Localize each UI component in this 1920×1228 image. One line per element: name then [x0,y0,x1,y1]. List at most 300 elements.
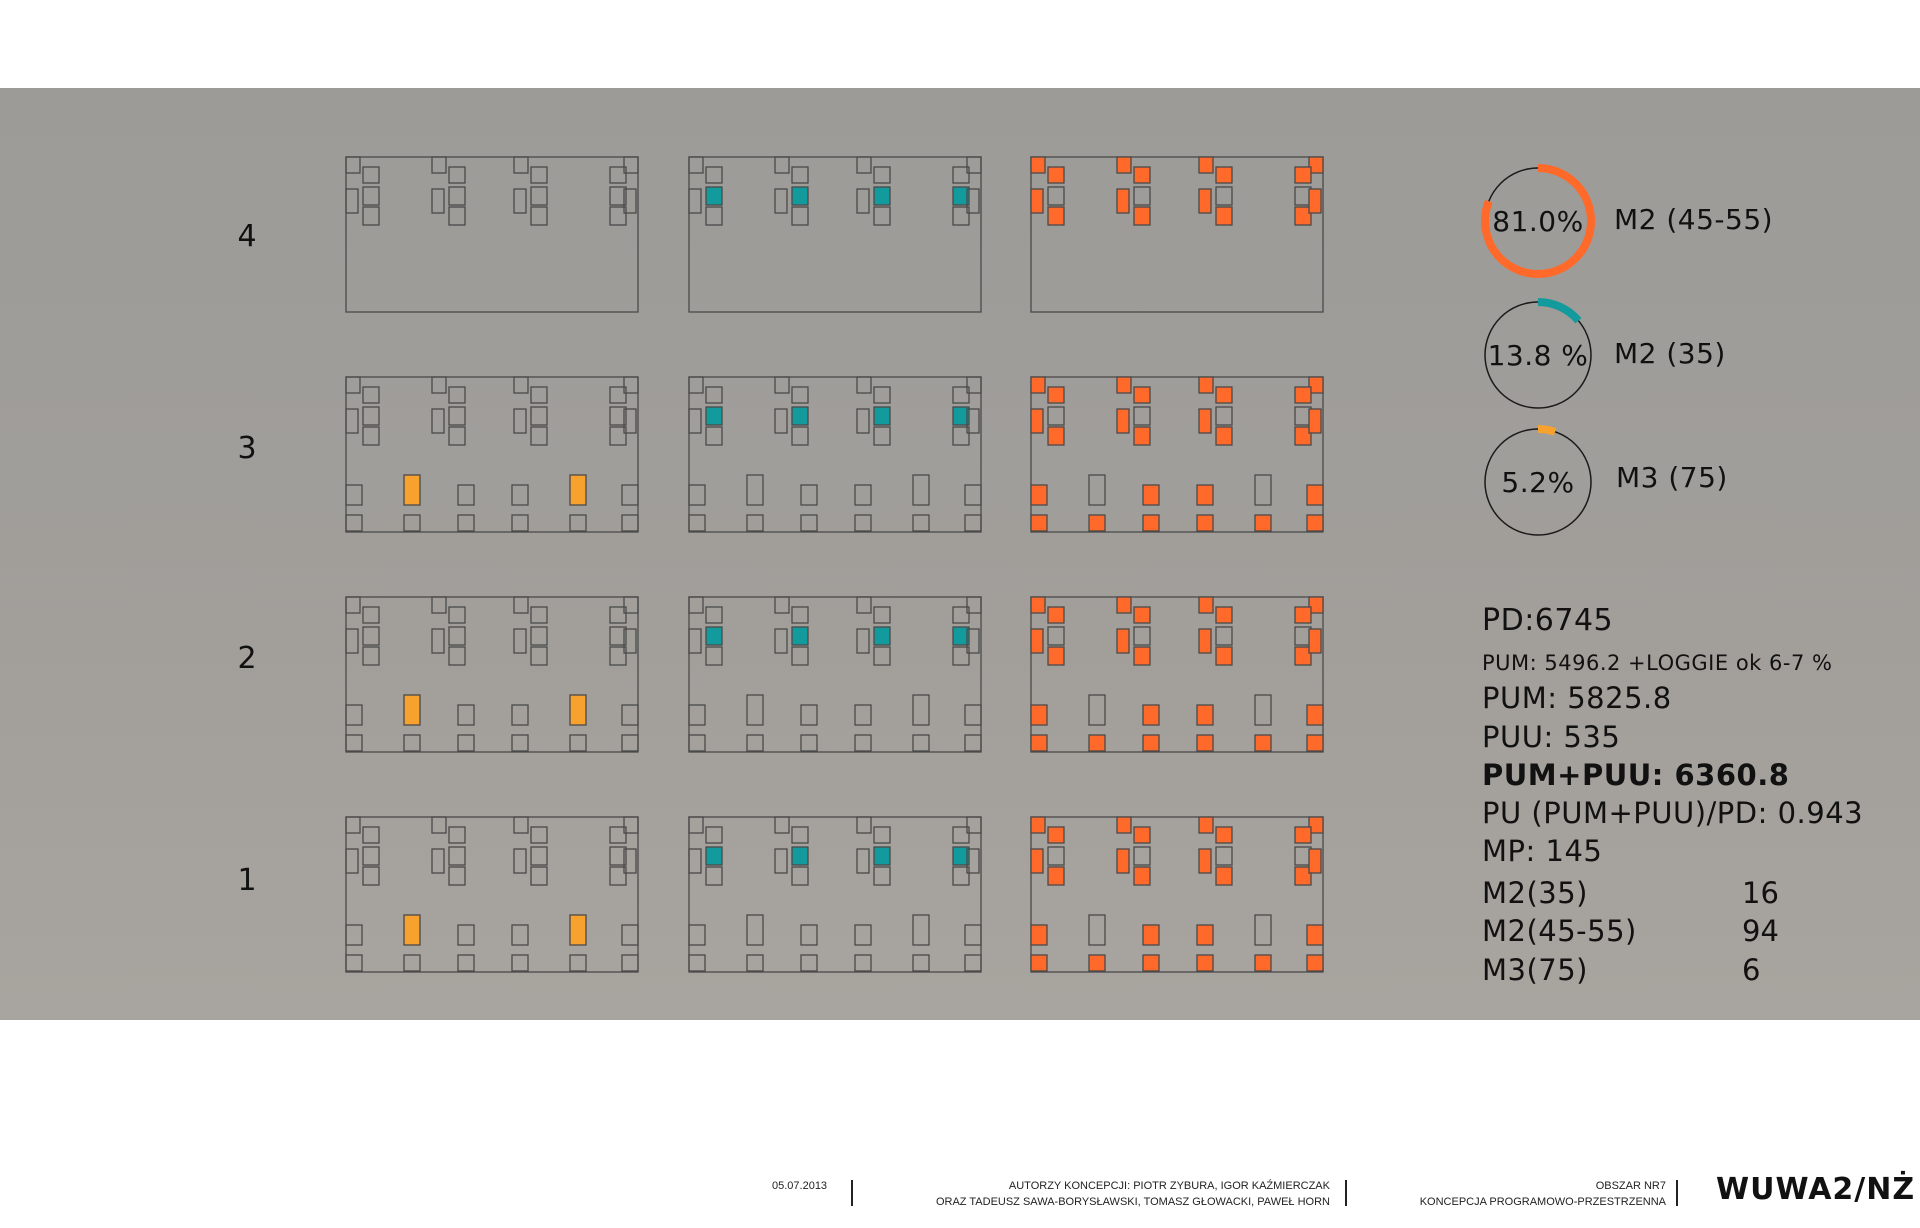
plan-floor-2-teal [689,597,981,752]
unit-column-bottom [1048,867,1064,885]
unit-side-mid [689,849,701,873]
unit-side-mid [1117,189,1129,213]
unit-top-small [1199,817,1213,833]
unit-column-mid [1048,627,1064,645]
unit-bottom [965,735,981,751]
plan-floor-1-orange [1031,817,1323,972]
plan-outline [689,817,981,972]
unit-bottom [570,955,586,971]
footer-authors-line1: AUTORZY KONCEPCJI: PIOTR ZYBURA, IGOR KAŹMIERCZAK [1008,1180,1330,1192]
plan-floor-4-teal [689,157,981,312]
footer-area-line2: KONCEPCJA PROGRAMOWO-PRZESTRZENNA [1419,1196,1666,1208]
unit-top-small [775,377,789,393]
footer-separator [1345,1180,1347,1206]
unit-side-mid [775,409,787,433]
footer-logo: WUWA2/NŻ [1716,1172,1916,1207]
unit-column-bottom [1134,427,1150,445]
unit-column-bottom [1134,867,1150,885]
unit-lower [512,705,528,725]
unit-side-mid [346,409,358,433]
unit-lower-tall [1255,695,1271,725]
stat-pum-puu: PUM+PUU: 6360.8 [1482,758,1790,792]
plan-drawing [689,377,981,532]
unit-column-bottom [874,207,890,225]
stat-pu-ratio: PU (PUM+PUU)/PD: 0.943 [1482,796,1864,830]
unit-lower-tall [747,475,763,505]
unit-top-small [514,157,528,173]
unit-column-top [1048,827,1064,843]
unit-lower [965,705,981,725]
unit-side-mid [1199,629,1211,653]
unit-bottom [801,955,817,971]
unit-lower-tall [1089,915,1105,945]
unit-lower-tall [1089,695,1105,725]
unit-column-top [874,387,890,403]
unit-side-mid [432,629,444,653]
unit-bottom [913,515,929,531]
unit-bottom [458,955,474,971]
unit-column-top [1216,387,1232,403]
unit-column-top [1295,387,1311,403]
unit-top-small [689,597,703,613]
unit-bottom [622,735,638,751]
unit-lower [622,925,638,945]
unit-column-bottom [1048,647,1064,665]
unit-bottom [747,735,763,751]
unit-bottom [965,955,981,971]
unit-column-top [449,167,465,183]
plan-outline [346,377,638,532]
unit-bottom [1089,515,1105,531]
unit-lower-tall [570,915,586,945]
unit-bottom [346,955,362,971]
plan-outline [346,157,638,312]
unit-lower-tall [1089,475,1105,505]
unit-bottom [689,735,705,751]
unit-column-mid [449,187,465,205]
unit-top-small [689,817,703,833]
unit-column-top [531,167,547,183]
unit-top-small [775,817,789,833]
unit-bottom [801,735,817,751]
unit-lower [458,705,474,725]
unit-lower [1197,485,1213,505]
plan-outline [346,817,638,972]
unit-side-mid [514,629,526,653]
unit-top-small [1031,817,1045,833]
unit-column-bottom [1048,427,1064,445]
unit-top-small [1031,377,1045,393]
unit-column-top [1295,167,1311,183]
unit-top-small [432,597,446,613]
unit-column-top [792,167,808,183]
unit-column-mid [531,847,547,865]
unit-top-small [1199,377,1213,393]
unit-side-mid [346,629,358,653]
unit-lower-tall [913,695,929,725]
unit-lower [1031,925,1047,945]
unit-column-mid [363,627,379,645]
unit-column-mid [706,187,722,205]
unit-top-small [346,817,360,833]
unit-bottom [622,955,638,971]
unit-lower-tall [747,915,763,945]
unit-column-bottom [1216,207,1232,225]
unit-lower [1143,705,1159,725]
unit-side-mid [1309,849,1321,873]
unit-column-top [1134,827,1150,843]
unit-top-small [1117,377,1131,393]
count-value-m2-35: 16 [1742,876,1779,910]
plan-outline [1031,157,1323,312]
unit-bottom [1031,515,1047,531]
unit-column-top [449,827,465,843]
unit-column-top [706,607,722,623]
unit-column-mid [449,627,465,645]
unit-bottom [458,515,474,531]
unit-top-small [1199,597,1213,613]
unit-column-bottom [706,207,722,225]
donut-label-m3-75: M3 (75) [1616,461,1728,494]
unit-side-mid [775,189,787,213]
unit-lower [512,485,528,505]
floor-label-2: 2 [237,641,257,676]
unit-column-bottom [874,647,890,665]
donut-m2-45-55 [1480,163,1596,279]
unit-side-mid [689,409,701,433]
unit-column-bottom [874,427,890,445]
unit-column-top [531,607,547,623]
unit-bottom [458,735,474,751]
unit-side-mid [1199,409,1211,433]
stat-pum-loggie: PUM: 5496.2 +LOGGIE ok 6-7 % [1482,651,1833,675]
unit-column-top [1134,607,1150,623]
unit-lower [855,705,871,725]
plan-floor-2-orange [1031,597,1323,752]
unit-side-mid [689,189,701,213]
unit-bottom [346,735,362,751]
unit-bottom [747,515,763,531]
unit-side-mid [346,849,358,873]
unit-column-mid [363,407,379,425]
unit-column-mid [1048,187,1064,205]
count-value-m3-75: 6 [1742,953,1761,987]
unit-column-mid [706,407,722,425]
unit-column-bottom [363,427,379,445]
unit-top-small [1031,597,1045,613]
unit-top-small [514,817,528,833]
unit-column-top [874,167,890,183]
unit-bottom [1031,955,1047,971]
unit-column-bottom [792,207,808,225]
unit-side-mid [1031,189,1043,213]
unit-column-top [792,607,808,623]
unit-bottom [913,735,929,751]
unit-side-mid [857,189,869,213]
unit-side-mid [689,629,701,653]
unit-lower [965,925,981,945]
unit-column-mid [531,407,547,425]
unit-bottom [346,515,362,531]
plan-outline [346,597,638,752]
unit-bottom [689,955,705,971]
plan-drawing [1031,377,1323,532]
unit-column-bottom [449,647,465,665]
unit-column-bottom [363,647,379,665]
unit-column-mid [1216,847,1232,865]
count-label-m2-35: M2(35) [1482,876,1589,910]
unit-column-bottom [449,207,465,225]
unit-bottom [512,515,528,531]
stat-pd: PD:6745 [1482,603,1614,638]
unit-lower [458,485,474,505]
unit-column-top [363,387,379,403]
unit-column-mid [874,407,890,425]
unit-lower [689,925,705,945]
unit-top-small [432,157,446,173]
unit-column-mid [874,627,890,645]
unit-column-mid [1134,847,1150,865]
unit-side-mid [1117,629,1129,653]
stat-mp: MP: 145 [1482,834,1603,868]
unit-top-small [1117,157,1131,173]
unit-side-mid [1309,409,1321,433]
unit-top-small [346,597,360,613]
unit-column-top [792,827,808,843]
unit-column-mid [874,847,890,865]
unit-column-mid [792,847,808,865]
unit-lower-tall [404,915,420,945]
unit-column-mid [874,187,890,205]
unit-top-small [346,377,360,393]
unit-top-small [857,377,871,393]
unit-lower-tall [913,475,929,505]
unit-bottom [747,955,763,971]
unit-column-bottom [792,647,808,665]
unit-side-mid [1309,189,1321,213]
footer-date: 05.07.2013 [772,1180,828,1192]
unit-column-top [1134,387,1150,403]
unit-lower-tall [747,695,763,725]
unit-side-mid [1309,629,1321,653]
unit-lower [1143,925,1159,945]
unit-bottom [1307,515,1323,531]
unit-side-mid [432,409,444,433]
unit-side-mid [775,849,787,873]
unit-lower [801,705,817,725]
unit-column-top [1295,827,1311,843]
footer-area-line1: OBSZAR NR7 [1595,1180,1666,1192]
unit-bottom [1307,955,1323,971]
unit-column-bottom [1048,207,1064,225]
unit-bottom [1031,735,1047,751]
plan-outline [689,597,981,752]
unit-lower-tall [570,475,586,505]
unit-column-bottom [531,207,547,225]
unit-bottom [570,735,586,751]
unit-bottom [404,515,420,531]
unit-column-mid [1048,847,1064,865]
unit-lower [855,485,871,505]
donut-label-m2-35: M2 (35) [1614,337,1726,370]
count-label-m3-75: M3(75) [1482,953,1589,987]
plan-drawing [346,377,638,532]
plan-outline [1031,597,1323,752]
unit-side-mid [432,849,444,873]
unit-lower [801,925,817,945]
unit-bottom [1197,735,1213,751]
unit-top-small [514,377,528,393]
unit-lower [346,925,362,945]
unit-column-mid [449,407,465,425]
donut-label-m2-45-55: M2 (45-55) [1614,203,1774,236]
unit-lower-tall [1255,475,1271,505]
unit-column-top [706,827,722,843]
unit-lower [1307,485,1323,505]
unit-top-small [689,157,703,173]
unit-lower [965,485,981,505]
unit-side-mid [857,409,869,433]
plan-floor-4-outline [346,157,638,312]
unit-lower [346,705,362,725]
plan-floor-1-teal [689,817,981,972]
unit-column-bottom [792,867,808,885]
unit-side-mid [346,189,358,213]
donut-percent: 5.2% [1501,465,1575,499]
unit-column-mid [1216,407,1232,425]
unit-top-small [514,597,528,613]
unit-lower [689,705,705,725]
unit-column-mid [792,407,808,425]
stat-puu: PUU: 535 [1482,720,1621,754]
unit-column-top [874,607,890,623]
unit-column-top [363,607,379,623]
unit-bottom [855,515,871,531]
plan-floor-3-outline [346,377,638,532]
plan-outline [689,377,981,532]
unit-column-mid [792,627,808,645]
stat-pum: PUM: 5825.8 [1482,681,1672,715]
unit-lower [1307,705,1323,725]
unit-column-bottom [1216,867,1232,885]
plan-outline [689,157,981,312]
unit-top-small [857,597,871,613]
unit-column-top [1048,387,1064,403]
footer-separator [1676,1180,1678,1206]
unit-column-bottom [792,427,808,445]
donut-percent: 81.0% [1492,204,1584,238]
unit-column-top [706,167,722,183]
unit-column-bottom [449,867,465,885]
unit-column-bottom [706,867,722,885]
unit-side-mid [1117,409,1129,433]
unit-column-top [449,387,465,403]
unit-column-mid [1048,407,1064,425]
unit-bottom [1143,515,1159,531]
unit-side-mid [1199,189,1211,213]
plan-floor-3-teal [689,377,981,532]
unit-column-top [531,387,547,403]
unit-lower [622,485,638,505]
unit-bottom [1143,955,1159,971]
unit-bottom [1197,955,1213,971]
unit-column-mid [706,627,722,645]
unit-lower-tall [404,475,420,505]
unit-bottom [622,515,638,531]
unit-top-small [432,817,446,833]
unit-column-top [449,607,465,623]
floor-label-3: 3 [237,431,257,466]
unit-lower [622,705,638,725]
floor-label-4: 4 [237,219,257,254]
unit-column-top [1216,827,1232,843]
unit-top-small [432,377,446,393]
plan-drawing [1031,817,1323,972]
unit-side-mid [857,849,869,873]
plan-drawing [1031,597,1323,752]
unit-bottom [855,735,871,751]
unit-bottom [512,955,528,971]
donut-m3-75 [1480,424,1596,540]
plan-drawing [346,817,638,972]
unit-top-small [1117,817,1131,833]
unit-bottom [1089,955,1105,971]
unit-lower [1031,485,1047,505]
unit-column-bottom [1134,207,1150,225]
unit-column-top [1216,607,1232,623]
unit-lower-tall [1255,915,1271,945]
unit-side-mid [1031,409,1043,433]
unit-bottom [801,515,817,531]
unit-column-mid [1216,187,1232,205]
footer-separator [851,1180,853,1206]
unit-lower [346,485,362,505]
unit-top-small [1199,157,1213,173]
unit-bottom [1143,735,1159,751]
plan-floor-4-orange [1031,157,1323,312]
unit-column-mid [363,847,379,865]
donut-m2-35 [1480,297,1596,413]
unit-column-mid [1134,627,1150,645]
unit-bottom [965,515,981,531]
unit-side-mid [1031,629,1043,653]
unit-column-mid [792,187,808,205]
unit-top-small [689,377,703,393]
plan-drawing [689,157,981,312]
unit-side-mid [432,189,444,213]
plan-floor-2-outline [346,597,638,752]
unit-bottom [1197,515,1213,531]
unit-top-small [346,157,360,173]
unit-column-top [706,387,722,403]
unit-top-small [1031,157,1045,173]
unit-side-mid [1199,849,1211,873]
plan-drawing [689,597,981,752]
unit-column-bottom [531,647,547,665]
unit-bottom [1255,955,1271,971]
unit-bottom [913,955,929,971]
unit-bottom [1255,735,1271,751]
unit-column-bottom [531,867,547,885]
unit-bottom [855,955,871,971]
plan-drawing [346,597,638,752]
unit-column-top [1216,167,1232,183]
unit-column-top [1295,607,1311,623]
unit-lower [855,925,871,945]
unit-column-mid [1134,407,1150,425]
unit-lower [458,925,474,945]
plan-drawing [346,157,638,312]
